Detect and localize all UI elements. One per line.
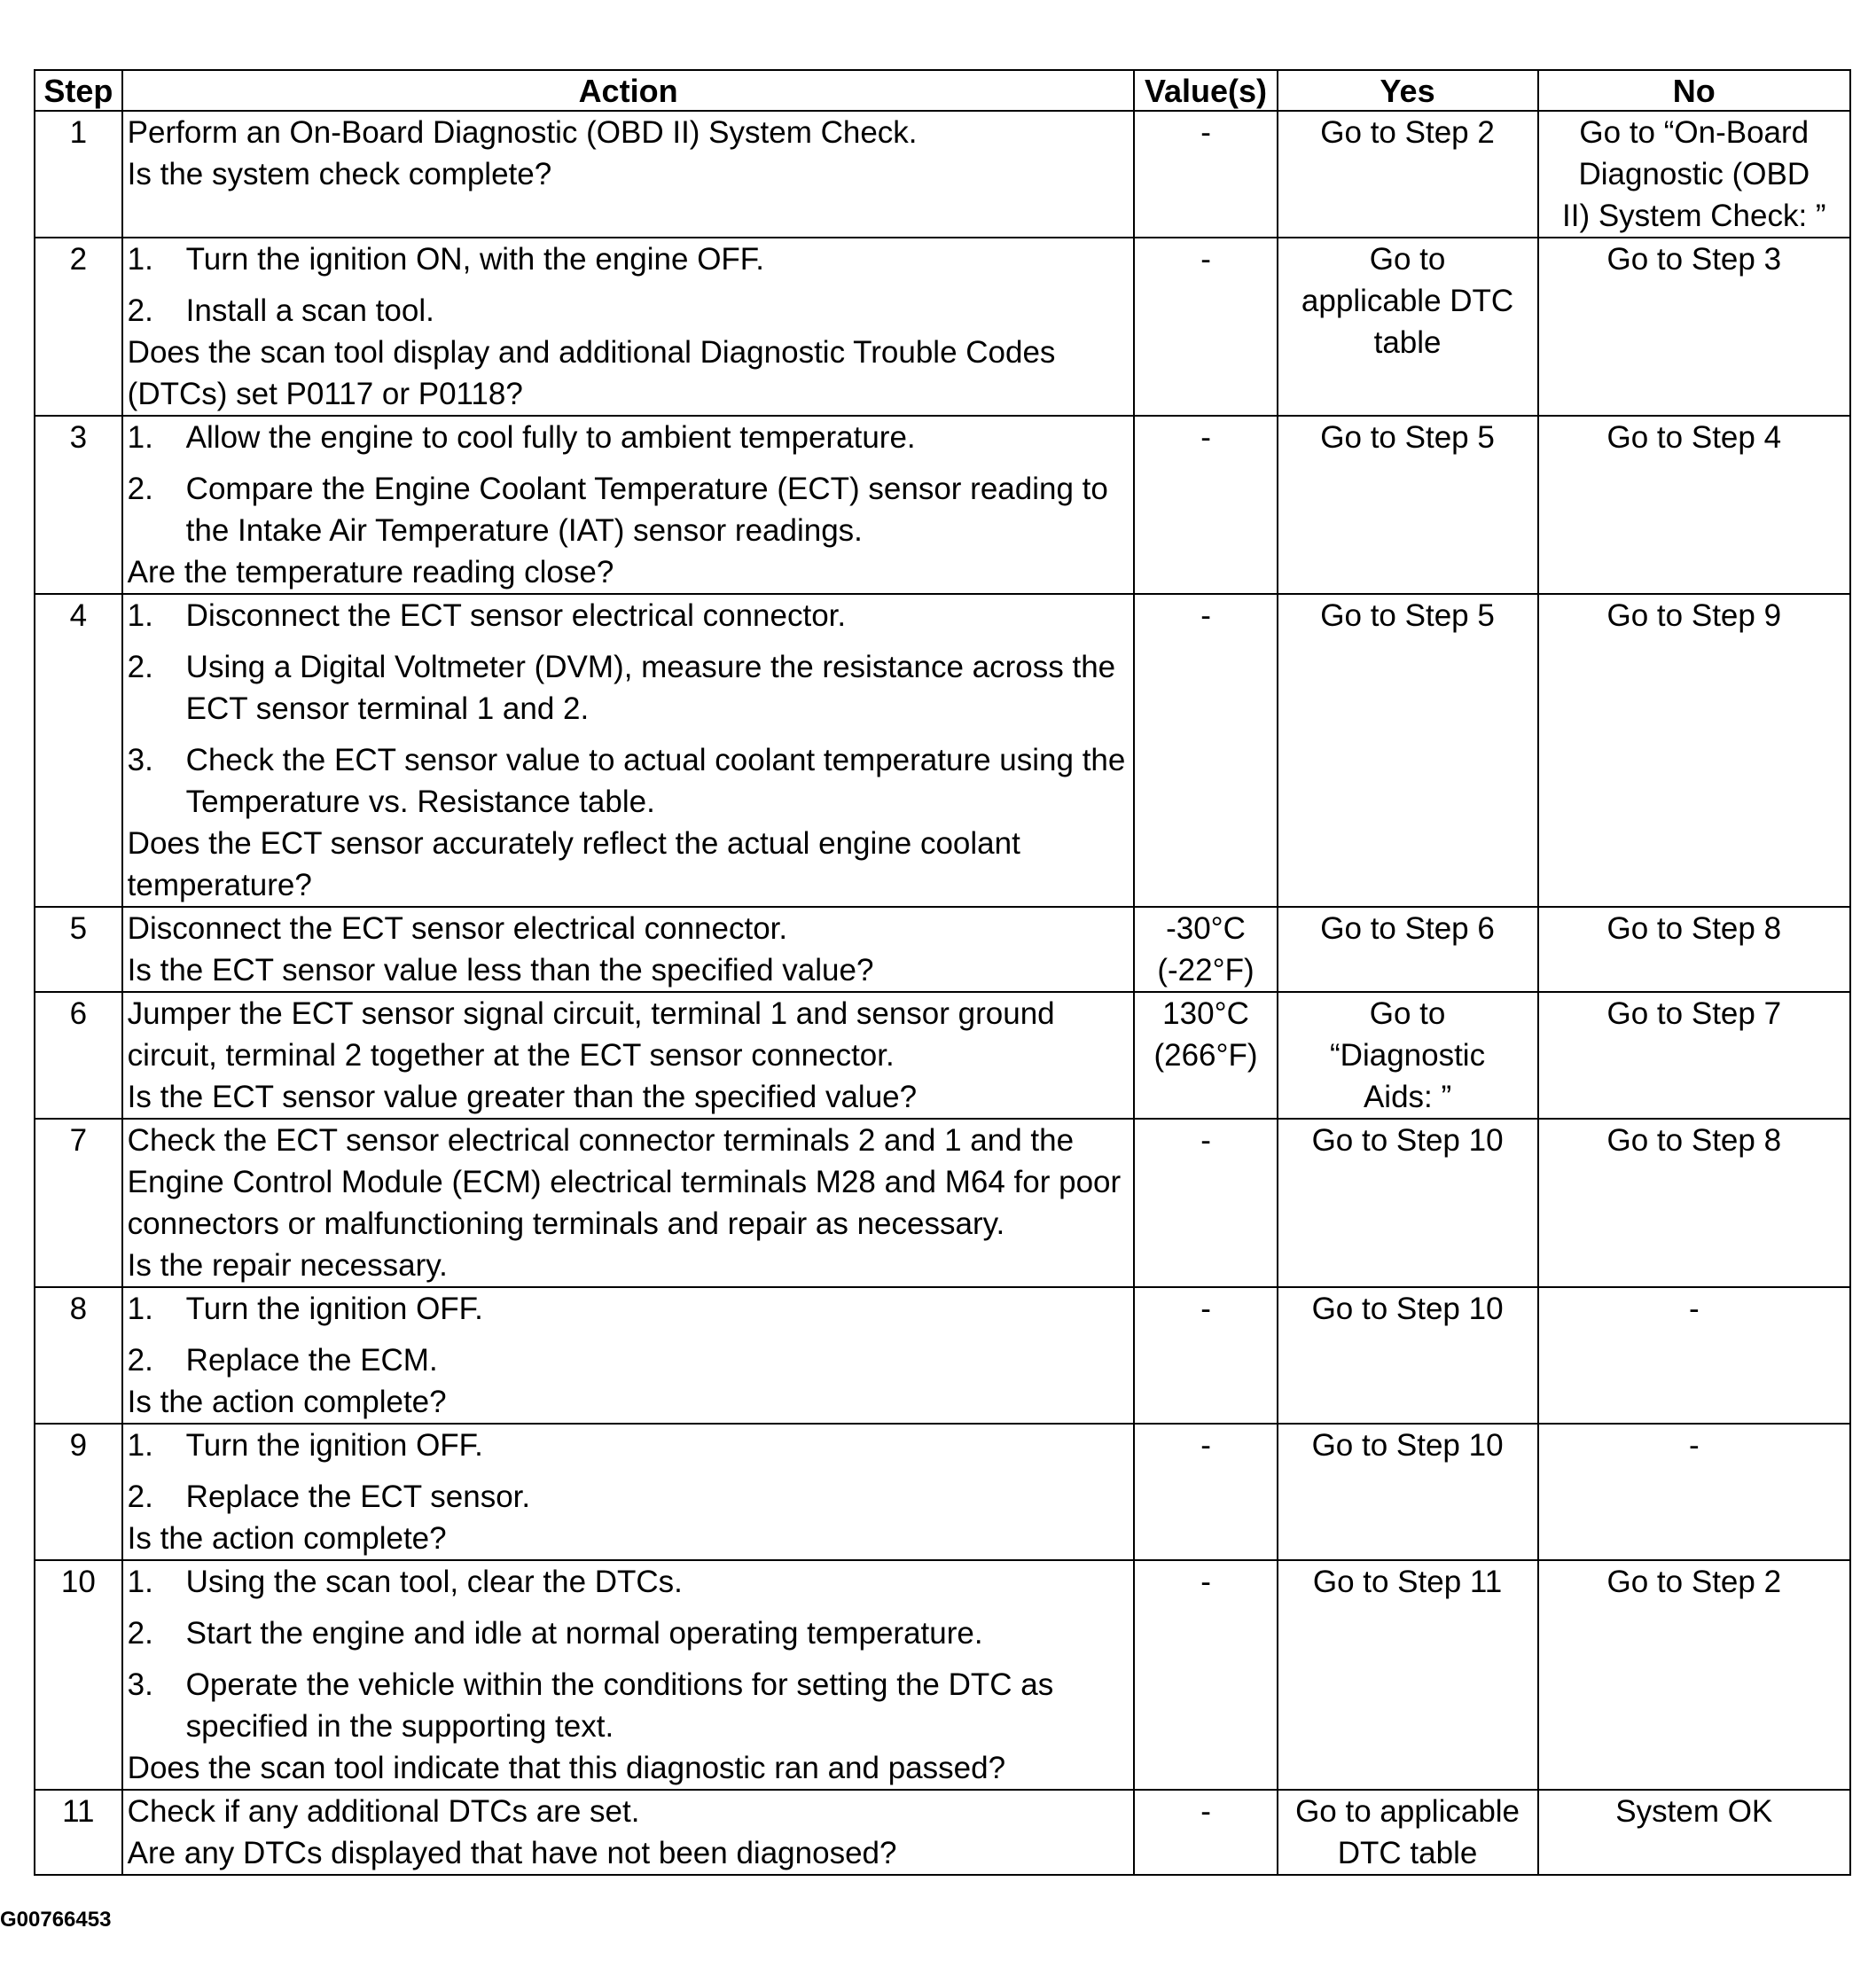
yes-line: Go to applicable bbox=[1295, 1794, 1520, 1829]
header-no: No bbox=[1538, 70, 1850, 111]
yes-line: Go to bbox=[1369, 242, 1446, 277]
action-step-item bbox=[128, 1664, 1130, 1747]
yes-line: Go to Step 11 bbox=[1312, 1565, 1503, 1599]
action-step-text: Replace the ECM. bbox=[185, 1343, 438, 1378]
action-question: Is the ECT sensor value less than the specified value? bbox=[127, 953, 874, 988]
action-intro: Jumper the ECT sensor signal circuit, terminal 1 and sensor ground circuit, terminal 2 together at the ECT sensor connector. bbox=[127, 996, 1055, 1073]
yes-line: Go to bbox=[1369, 996, 1446, 1031]
header-action: Action bbox=[122, 70, 1135, 111]
value-line: - bbox=[1200, 1123, 1211, 1158]
yes-line: Go to Step 10 bbox=[1311, 1292, 1504, 1326]
yes-cell bbox=[1278, 1424, 1538, 1560]
action-step-item bbox=[128, 1339, 1130, 1381]
no-line: Go to Step 8 bbox=[1606, 911, 1782, 946]
action-cell bbox=[122, 416, 1135, 594]
value-line: - bbox=[1200, 115, 1211, 150]
yes-cell bbox=[1278, 238, 1538, 416]
yes-line: applicable DTC bbox=[1301, 284, 1514, 318]
action-step-number: 2. bbox=[127, 650, 153, 684]
yes-line: Go to Step 5 bbox=[1320, 598, 1495, 633]
yes-line: table bbox=[1373, 325, 1442, 360]
action-step-item bbox=[128, 1561, 1130, 1603]
no-cell bbox=[1538, 416, 1850, 594]
value-cell bbox=[1134, 1287, 1277, 1424]
action-step-text: Turn the ignition OFF. bbox=[185, 1428, 483, 1463]
value-line: - bbox=[1200, 420, 1211, 455]
value-line: - bbox=[1200, 1565, 1211, 1599]
action-cell bbox=[122, 238, 1135, 416]
table-row bbox=[35, 238, 1850, 416]
value-cell bbox=[1134, 1790, 1277, 1875]
yes-line: Go to Step 5 bbox=[1320, 420, 1495, 455]
action-step-number: 1. bbox=[127, 1292, 153, 1326]
action-cell bbox=[122, 992, 1135, 1119]
no-line: Go to Step 9 bbox=[1606, 598, 1782, 633]
table-body bbox=[35, 111, 1850, 1875]
no-cell bbox=[1538, 1560, 1850, 1790]
value-line: 130°C bbox=[1162, 996, 1249, 1031]
yes-cell bbox=[1278, 416, 1538, 594]
step-number: 1 bbox=[35, 111, 122, 238]
action-question: Are any DTCs displayed that have not been diagnosed? bbox=[127, 1836, 897, 1870]
no-line: Go to Step 3 bbox=[1606, 242, 1782, 277]
yes-line: Aids: ” bbox=[1363, 1080, 1452, 1114]
value-cell bbox=[1134, 1119, 1277, 1287]
action-step-item bbox=[128, 417, 1130, 458]
action-step-text: Replace the ECT sensor. bbox=[185, 1479, 531, 1514]
yes-cell bbox=[1278, 111, 1538, 238]
action-cell bbox=[122, 1424, 1135, 1560]
step-number: 11 bbox=[35, 1790, 122, 1875]
step-number: 9 bbox=[35, 1424, 122, 1560]
no-cell bbox=[1538, 238, 1850, 416]
action-step-item bbox=[128, 1425, 1130, 1466]
table-row bbox=[35, 1790, 1850, 1875]
action-step-text: Disconnect the ECT sensor electrical connector. bbox=[185, 598, 847, 633]
value-line: - bbox=[1200, 242, 1211, 277]
step-number: 8 bbox=[35, 1287, 122, 1424]
no-cell bbox=[1538, 1119, 1850, 1287]
figure-id: G00766453 bbox=[0, 1908, 112, 1932]
yes-cell bbox=[1278, 1790, 1538, 1875]
header-values: Value(s) bbox=[1134, 70, 1277, 111]
action-question: Is the repair necessary. bbox=[127, 1248, 448, 1283]
action-step-text: Turn the ignition OFF. bbox=[185, 1292, 483, 1326]
table-row bbox=[35, 416, 1850, 594]
action-step-number: 1. bbox=[127, 1428, 153, 1463]
action-step-item bbox=[128, 739, 1130, 823]
value-line: - bbox=[1200, 598, 1211, 633]
yes-line: DTC table bbox=[1337, 1836, 1478, 1870]
yes-line: Go to Step 2 bbox=[1320, 115, 1495, 150]
step-number: 5 bbox=[35, 907, 122, 992]
value-line: -30°C bbox=[1166, 911, 1246, 946]
no-cell bbox=[1538, 594, 1850, 907]
action-question: Does the scan tool indicate that this diagnostic ran and passed? bbox=[127, 1751, 1006, 1785]
no-line: Go to Step 8 bbox=[1606, 1123, 1782, 1158]
step-number: 6 bbox=[35, 992, 122, 1119]
action-step-text: Start the engine and idle at normal operating temperature. bbox=[185, 1616, 983, 1651]
value-cell bbox=[1134, 1560, 1277, 1790]
action-step-item bbox=[128, 290, 1130, 332]
action-question: Is the ECT sensor value greater than the specified value? bbox=[127, 1080, 918, 1114]
value-line: (-22°F) bbox=[1157, 953, 1255, 988]
yes-line: “Diagnostic bbox=[1330, 1038, 1486, 1073]
no-line: - bbox=[1688, 1292, 1700, 1326]
value-line: - bbox=[1200, 1292, 1211, 1326]
action-step-item bbox=[128, 468, 1130, 551]
action-question: Are the temperature reading close? bbox=[127, 555, 614, 589]
step-number: 4 bbox=[35, 594, 122, 907]
action-step-number: 1. bbox=[127, 1565, 153, 1599]
action-step-number: 1. bbox=[127, 420, 153, 455]
table-row bbox=[35, 594, 1850, 907]
action-step-text: Compare the Engine Coolant Temperature (ECT) sensor reading to the Intake Air Temperature (IAT) sensor readings. bbox=[185, 472, 1108, 548]
value-cell bbox=[1134, 1424, 1277, 1560]
yes-line: Go to Step 10 bbox=[1311, 1428, 1504, 1463]
yes-cell bbox=[1278, 1560, 1538, 1790]
action-cell bbox=[122, 594, 1135, 907]
no-cell bbox=[1538, 1424, 1850, 1560]
action-step-item bbox=[128, 595, 1130, 636]
action-step-item bbox=[128, 238, 1130, 280]
action-cell bbox=[122, 1287, 1135, 1424]
action-step-text: Allow the engine to cool fully to ambient temperature. bbox=[185, 420, 916, 455]
value-cell bbox=[1134, 992, 1277, 1119]
table-header-row bbox=[35, 70, 1850, 111]
no-cell bbox=[1538, 111, 1850, 238]
table-row bbox=[35, 111, 1850, 238]
action-step-number: 3. bbox=[127, 743, 153, 777]
no-cell bbox=[1538, 1790, 1850, 1875]
value-line: - bbox=[1200, 1794, 1211, 1829]
value-cell bbox=[1134, 238, 1277, 416]
no-line: Go to Step 2 bbox=[1606, 1565, 1782, 1599]
action-intro: Disconnect the ECT sensor electrical connector. bbox=[127, 911, 788, 946]
action-step-number: 1. bbox=[127, 242, 153, 277]
action-cell bbox=[122, 907, 1135, 992]
no-cell bbox=[1538, 907, 1850, 992]
no-line: II) System Check: ” bbox=[1562, 199, 1826, 233]
header-yes: Yes bbox=[1278, 70, 1538, 111]
diagnostic-table bbox=[34, 69, 1851, 1876]
action-step-text: Check the ECT sensor value to actual coolant temperature using the Temperature vs. Resistance table. bbox=[185, 743, 1126, 819]
action-cell bbox=[122, 1790, 1135, 1875]
action-step-number: 2. bbox=[127, 1616, 153, 1651]
no-line: Go to “On-Board bbox=[1579, 115, 1810, 150]
table-row bbox=[35, 907, 1850, 992]
action-question: Is the system check complete? bbox=[127, 157, 552, 191]
yes-cell bbox=[1278, 907, 1538, 992]
action-step-text: Using the scan tool, clear the DTCs. bbox=[185, 1565, 683, 1599]
table-row bbox=[35, 1119, 1850, 1287]
value-line: (266°F) bbox=[1153, 1038, 1258, 1073]
action-question: Is the action complete? bbox=[127, 1385, 447, 1419]
action-step-item bbox=[128, 646, 1130, 730]
table-row bbox=[35, 1287, 1850, 1424]
yes-line: Go to Step 6 bbox=[1320, 911, 1495, 946]
header-step: Step bbox=[35, 70, 122, 111]
yes-cell bbox=[1278, 1287, 1538, 1424]
action-cell bbox=[122, 111, 1135, 238]
step-number: 10 bbox=[35, 1560, 122, 1790]
yes-cell bbox=[1278, 594, 1538, 907]
step-number: 2 bbox=[35, 238, 122, 416]
action-step-item bbox=[128, 1288, 1130, 1330]
action-step-number: 3. bbox=[127, 1667, 153, 1702]
table-row bbox=[35, 1424, 1850, 1560]
action-step-number: 2. bbox=[127, 293, 153, 328]
value-line: - bbox=[1200, 1428, 1211, 1463]
no-line: System OK bbox=[1615, 1794, 1773, 1829]
no-cell bbox=[1538, 992, 1850, 1119]
action-step-item bbox=[128, 1612, 1130, 1654]
action-step-number: 2. bbox=[127, 472, 153, 506]
yes-cell bbox=[1278, 992, 1538, 1119]
step-number: 3 bbox=[35, 416, 122, 594]
action-step-text: Turn the ignition ON, with the engine OFF. bbox=[185, 242, 765, 277]
action-intro: Check if any additional DTCs are set. bbox=[127, 1794, 640, 1829]
yes-line: Go to Step 10 bbox=[1311, 1123, 1504, 1158]
table-row bbox=[35, 1560, 1850, 1790]
value-cell bbox=[1134, 907, 1277, 992]
action-cell bbox=[122, 1119, 1135, 1287]
action-step-text: Operate the vehicle within the conditions for setting the DTC as specified in the supporting text. bbox=[185, 1667, 1054, 1744]
action-step-item bbox=[128, 1476, 1130, 1518]
action-question: Does the ECT sensor accurately reflect the actual engine coolant temperature? bbox=[127, 826, 1020, 902]
action-cell bbox=[122, 1560, 1135, 1790]
no-line: - bbox=[1688, 1428, 1700, 1463]
table-row bbox=[35, 992, 1850, 1119]
value-cell bbox=[1134, 594, 1277, 907]
action-step-number: 2. bbox=[127, 1479, 153, 1514]
action-step-number: 1. bbox=[127, 598, 153, 633]
action-question: Does the scan tool display and additional Diagnostic Trouble Codes (DTCs) set P0117 or P0118? bbox=[127, 335, 1056, 411]
value-cell bbox=[1134, 416, 1277, 594]
action-question: Is the action complete? bbox=[127, 1521, 447, 1556]
no-cell bbox=[1538, 1287, 1850, 1424]
no-line: Go to Step 7 bbox=[1606, 996, 1782, 1031]
value-cell bbox=[1134, 111, 1277, 238]
no-line: Diagnostic (OBD bbox=[1578, 157, 1810, 191]
no-line: Go to Step 4 bbox=[1606, 420, 1782, 455]
action-step-number: 2. bbox=[127, 1343, 153, 1378]
action-step-text: Install a scan tool. bbox=[185, 293, 434, 328]
action-step-text: Using a Digital Voltmeter (DVM), measure the resistance across the ECT sensor terminal 1 and 2. bbox=[185, 650, 1116, 726]
action-intro: Check the ECT sensor electrical connector terminals 2 and 1 and the Engine Control Module (ECM) electrical terminals M28 and M64 for poor connectors or malfunctioning terminals and repair as necessary. bbox=[127, 1123, 1122, 1241]
step-number: 7 bbox=[35, 1119, 122, 1287]
yes-cell bbox=[1278, 1119, 1538, 1287]
action-intro: Perform an On-Board Diagnostic (OBD II) System Check. bbox=[127, 115, 918, 150]
